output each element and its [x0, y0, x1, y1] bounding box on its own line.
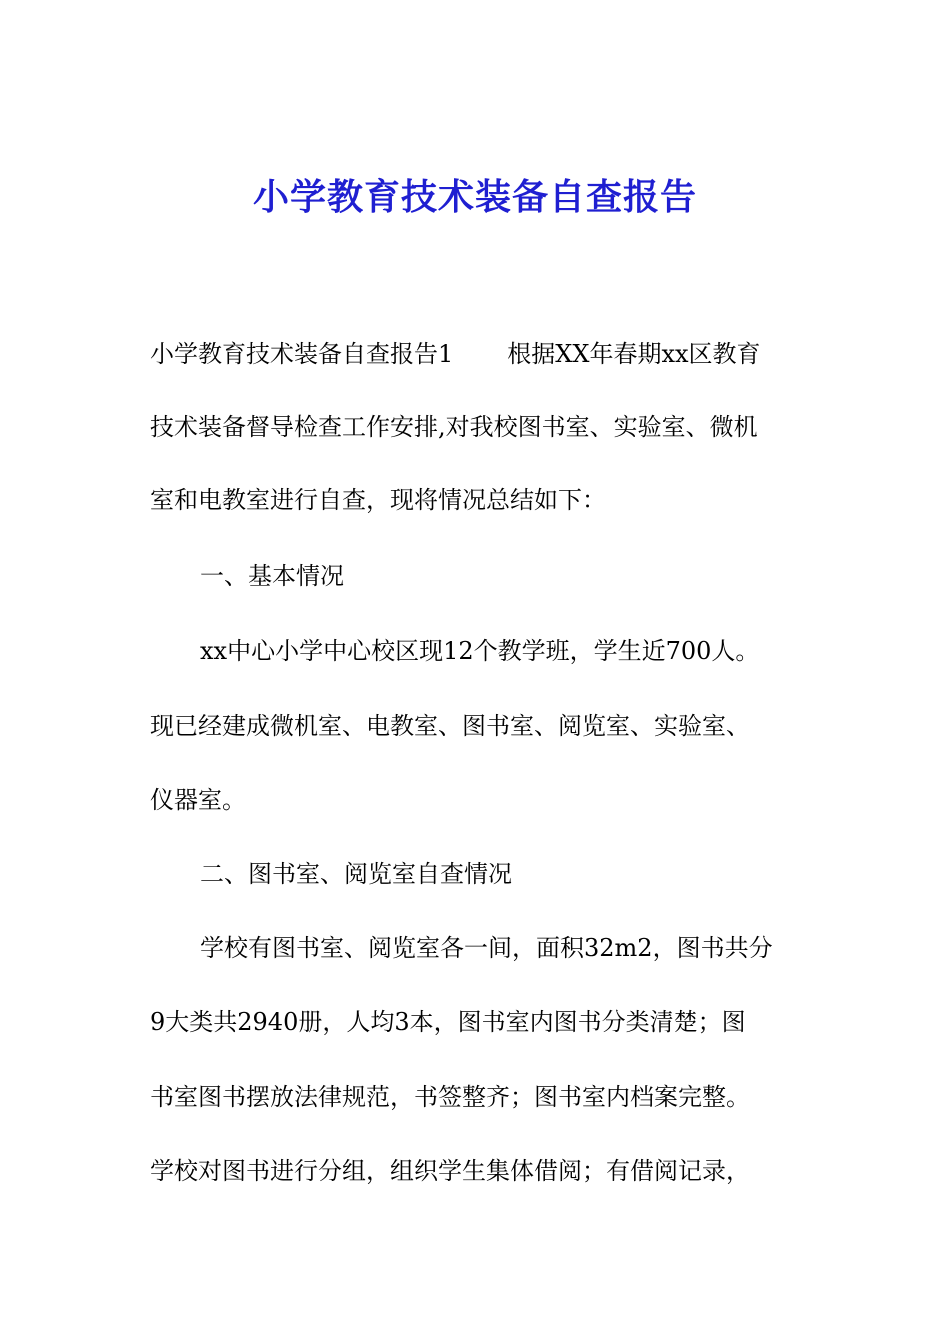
paragraph-text: 根据XX年春期xx区教育 — [507, 340, 761, 368]
paragraph-line: 现已经建成微机室、电教室、图书室、阅览室、实验室、 — [150, 712, 750, 740]
report-heading-inline: 小学教育技术装备自查报告1 — [150, 340, 454, 368]
paragraph-line: 学校有图书室、阅览室各一间，面积32m2，图书共分 — [200, 934, 773, 962]
paragraph-line: 技术装备督导检查工作安排,对我校图书室、实验室、微机 — [150, 413, 758, 441]
paragraph-line — [150, 339, 761, 369]
document-title: 小学教育技术装备自查报告 — [252, 176, 697, 218]
paragraph-line: 室和电教室进行自查，现将情况总结如下： — [150, 486, 606, 514]
paragraph-line: 学校对图书进行分组，组织学生集体借阅；有借阅记录， — [150, 1157, 750, 1185]
paragraph-line: 书室图书摆放法律规范，书签整齐；图书室内档案完整。 — [150, 1083, 750, 1111]
paragraph-line: 仪器室。 — [150, 786, 246, 814]
paragraph-line: xx中心小学中心校区现12个教学班，学生近700人。 — [200, 637, 760, 665]
section-heading: 一、基本情况 — [200, 562, 344, 590]
section-heading: 二、图书室、阅览室自查情况 — [200, 860, 512, 888]
paragraph-line: 9大类共2940册，人均3本，图书室内图书分类清楚；图 — [150, 1008, 746, 1036]
